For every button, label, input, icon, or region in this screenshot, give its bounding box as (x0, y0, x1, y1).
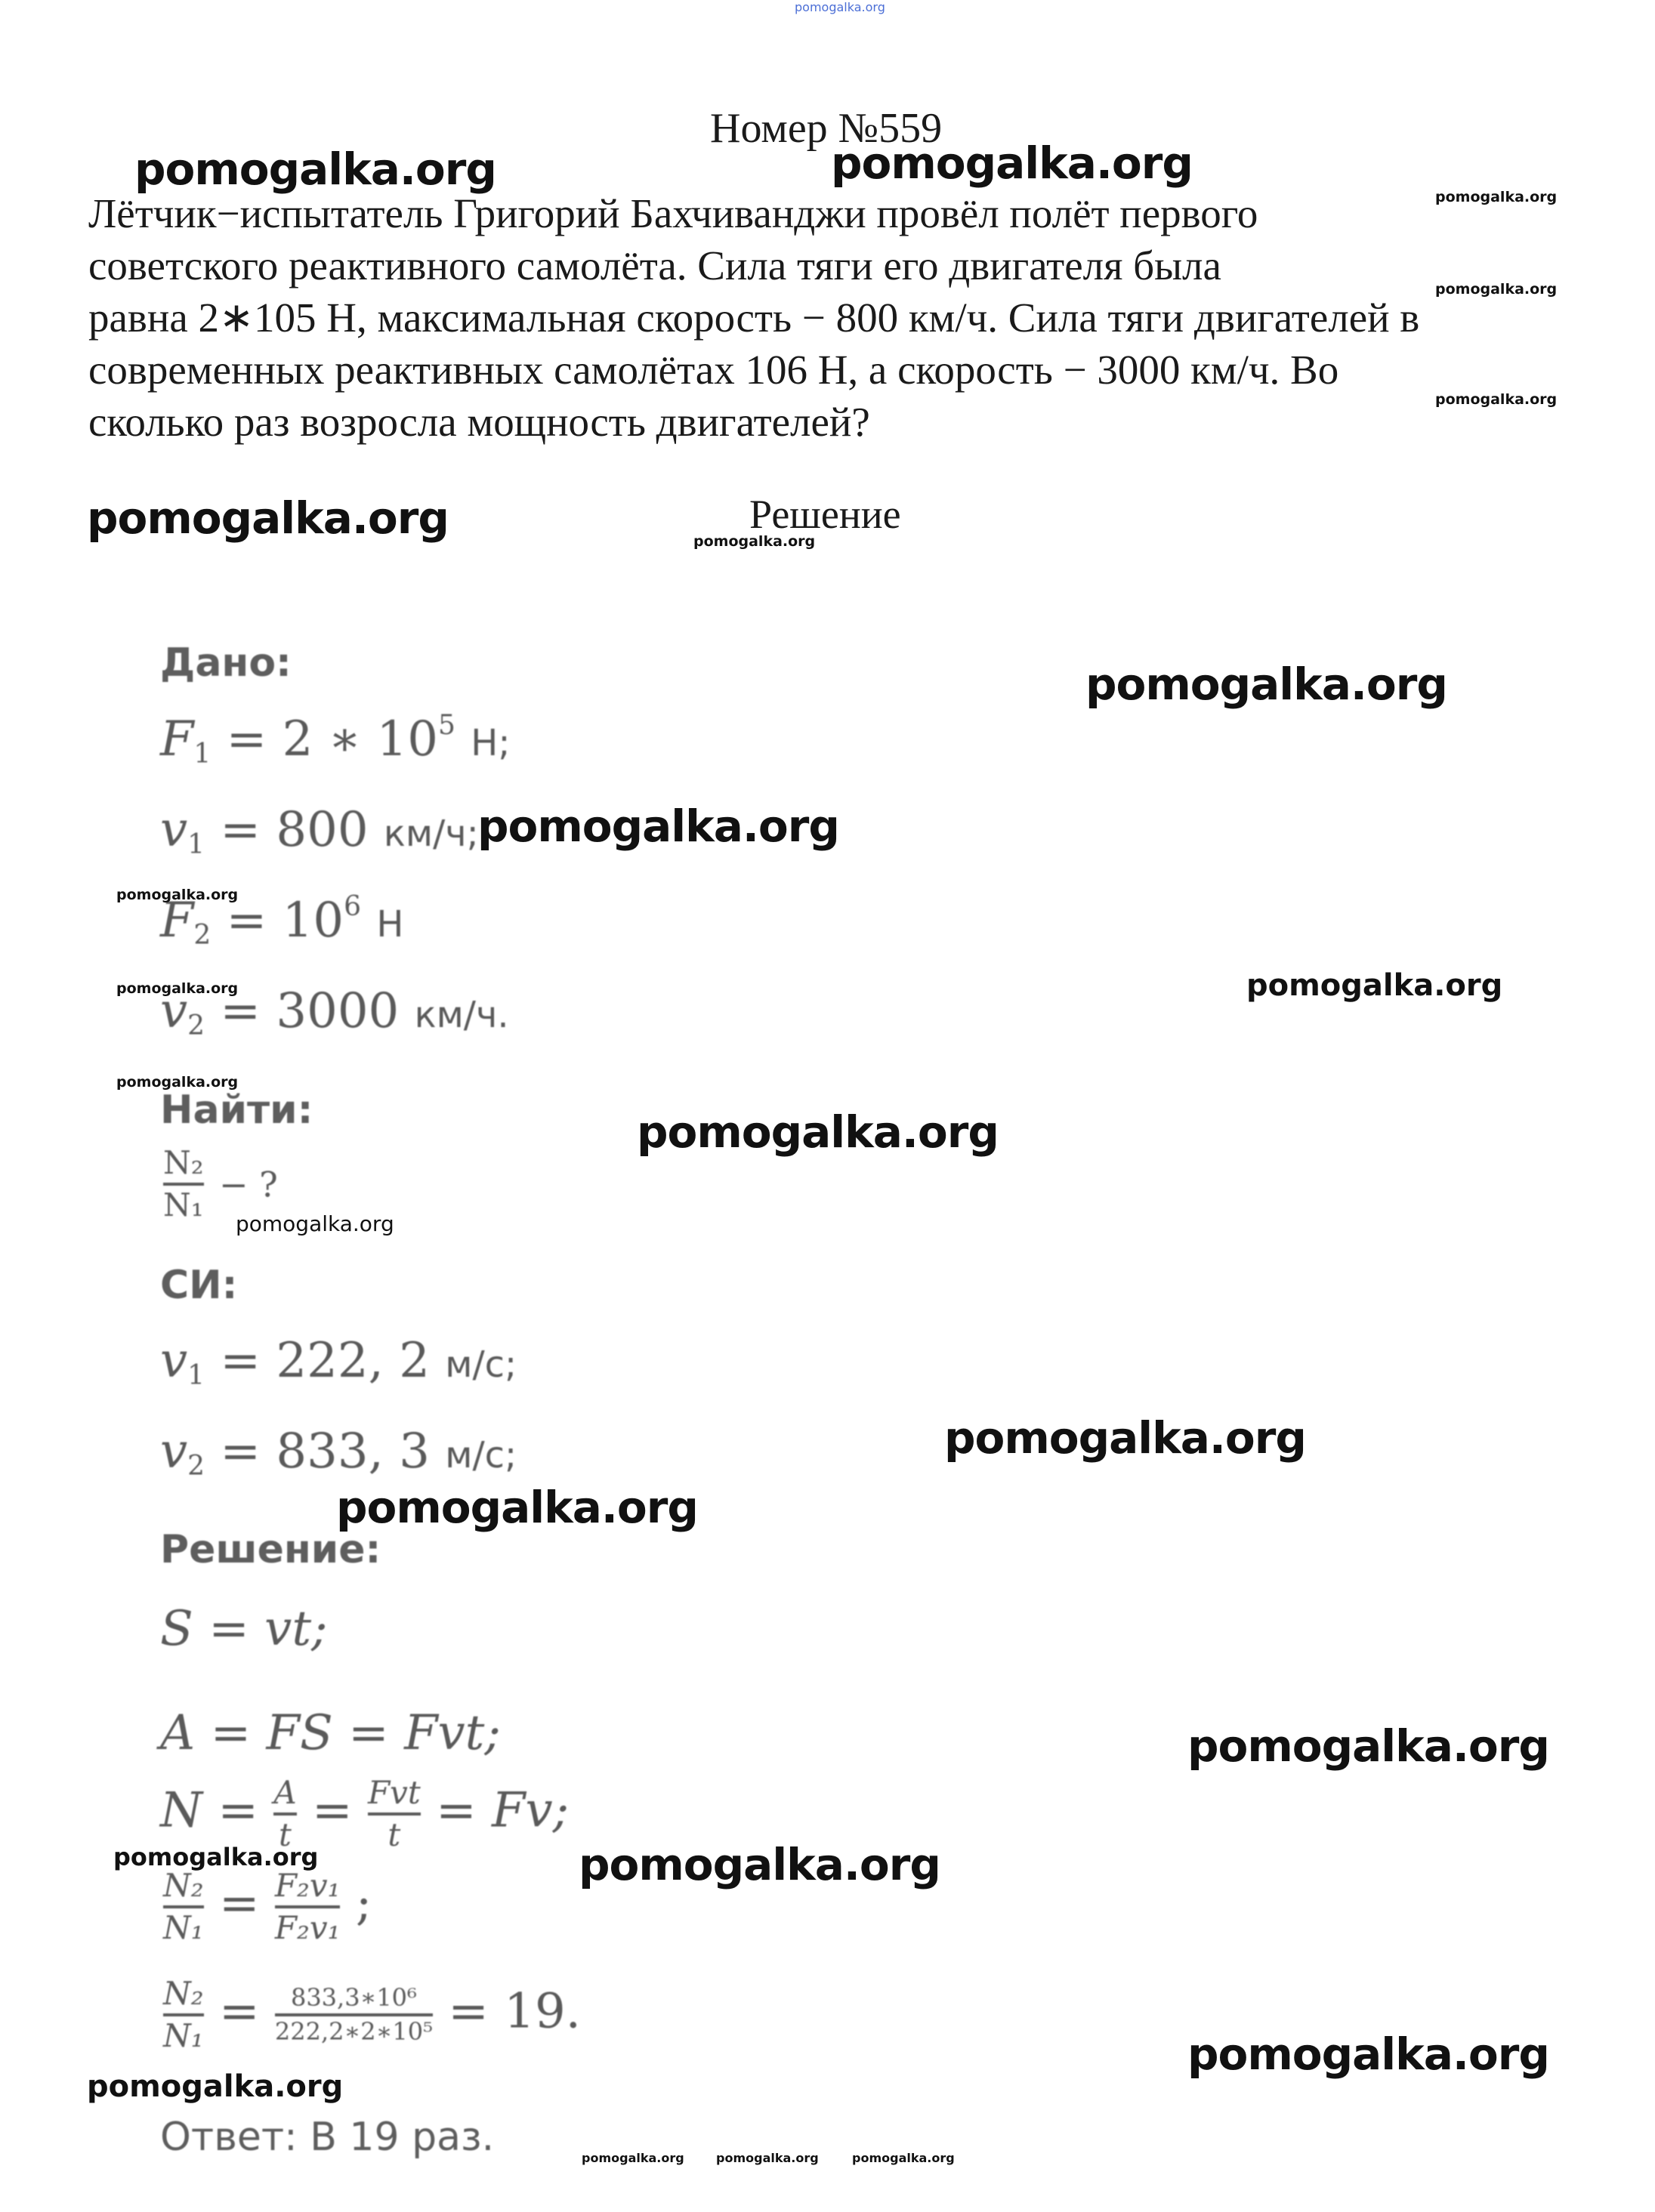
watermark: pomogalka.org (1246, 968, 1503, 1003)
watermark: pomogalka.org (1435, 391, 1558, 408)
watermark: pomogalka.org (1085, 659, 1447, 710)
value: = 222, 2 (220, 1333, 430, 1389)
denominator: 222,2∗2∗10⁵ (274, 2017, 433, 2047)
sub: 2 (187, 1451, 205, 1482)
value: = 10 (226, 893, 344, 949)
watermark: pomogalka.org (87, 492, 449, 544)
sub: 1 (187, 1360, 205, 1391)
watermark: pomogalka.org (944, 1412, 1306, 1464)
watermark: pomogalka.org (852, 2151, 955, 2165)
problem-line: Лётчик−испытатель Григорий Бахчиванджи провёл полёт первого (88, 190, 1258, 236)
formula: S = vt; (160, 1601, 328, 1657)
value: = 833, 3 (220, 1424, 430, 1479)
equals: = (218, 1983, 260, 2040)
numerator: Fvt (367, 1774, 421, 1811)
var: v (160, 1424, 188, 1479)
fraction-bar (368, 1812, 421, 1816)
problem-line: равна 2∗105 Н, максимальная скорость − 800 км/ч. Сила тяги двигателей в (88, 295, 1420, 341)
denominator: N₁ (163, 1186, 204, 1224)
eq-ratio (163, 1869, 372, 1945)
fraction-bar (163, 1905, 204, 1908)
numerator: N₂ (163, 1867, 204, 1904)
watermark: pomogalka.org (1187, 2028, 1549, 2080)
solution-label: Решение: (160, 1527, 381, 1572)
watermark: pomogalka.org (582, 2151, 684, 2165)
watermark: pomogalka.org (579, 1839, 940, 1890)
semicolon: ; (355, 1875, 372, 1932)
exp: 5 (437, 710, 455, 741)
equals: = (312, 1782, 353, 1839)
sub: 2 (193, 920, 212, 951)
watermark: pomogalka.org (116, 980, 239, 997)
unit: км/ч; (383, 813, 479, 855)
watermark: pomogalka.org (116, 1074, 239, 1091)
numerator: N₂ (163, 1975, 204, 2012)
watermark: pomogalka.org (1187, 1720, 1549, 1772)
problem-text (88, 187, 1419, 448)
fraction-bar (275, 1905, 341, 1908)
given-label: Дано: (160, 640, 292, 686)
fraction-a-t (273, 1776, 296, 1852)
fraction-bar (163, 2013, 204, 2016)
unit: м/с; (445, 1434, 517, 1476)
eq-calc (163, 1977, 581, 2053)
fraction-bar (163, 1183, 204, 1186)
page-title: Номер №559 (710, 105, 943, 152)
var: v (160, 983, 188, 1039)
denominator: t (388, 1816, 401, 1854)
watermark: pomogalka.org (637, 1106, 999, 1158)
denominator: N₁ (163, 2017, 204, 2055)
problem-line: современных реактивных самолётах 106 Н, а скорость − 3000 км/ч. Во (88, 347, 1339, 393)
eq-power (160, 1776, 569, 1852)
given-f1 (160, 710, 510, 770)
denominator: N₁ (163, 1909, 204, 1947)
watermark: pomogalka.org (113, 1843, 319, 1871)
find-label: Найти: (160, 1087, 313, 1133)
value: = 3000 (220, 983, 400, 1039)
eq-work (160, 1705, 501, 1761)
problem-line: сколько раз возросла мощность двигателей? (88, 399, 870, 445)
var: F (160, 893, 194, 949)
var: F (160, 711, 194, 767)
watermark: pomogalka.org (336, 1482, 698, 1533)
numerator: N₂ (163, 1144, 204, 1181)
problem-line: советского реактивного самолёта. Сила тяги его двигателя была (88, 242, 1221, 288)
denominator: t (279, 1816, 292, 1854)
top-watermark[interactable]: pomogalka.org (795, 0, 885, 14)
watermark: pomogalka.org (87, 2069, 344, 2104)
watermark: pomogalka.org (693, 533, 816, 550)
value: = 800 (220, 802, 369, 858)
numerator: F₂v₁ (274, 1867, 341, 1904)
unit: Н (376, 903, 404, 946)
watermark: pomogalka.org (236, 1211, 394, 1236)
watermark: pomogalka.org (716, 2151, 819, 2165)
watermark: pomogalka.org (116, 887, 239, 903)
fraction-bar (275, 2013, 433, 2016)
given-v1 (160, 802, 479, 860)
watermark: pomogalka.org (134, 143, 496, 195)
question: − ? (218, 1164, 278, 1205)
result: = Fv; (436, 1782, 570, 1839)
result: = 19. (448, 1983, 582, 2040)
numerator: 833,3∗10⁶ (290, 1982, 417, 2012)
unit: Н; (471, 722, 511, 764)
formula: A = FS = Fvt; (160, 1705, 501, 1761)
watermark: pomogalka.org (1435, 189, 1558, 205)
ratio-fraction (163, 1869, 204, 1945)
sub: 1 (193, 739, 212, 770)
ratio-fraction (163, 1977, 204, 2053)
value: = 2 ∗ 10 (226, 711, 438, 767)
denominator: F₂v₁ (274, 1909, 341, 1947)
fraction-bar (273, 1812, 296, 1816)
force-velocity-fraction (275, 1869, 341, 1945)
si-label: СИ: (160, 1263, 238, 1308)
answer: Ответ: В 19 раз. (160, 2115, 495, 2160)
watermark: pomogalka.org (831, 137, 1193, 189)
exp: 6 (344, 891, 361, 922)
var: v (160, 1333, 188, 1389)
eq-distance (160, 1601, 328, 1657)
numerator: A (273, 1774, 297, 1811)
unit: м/с; (445, 1344, 517, 1386)
lhs: N = (160, 1782, 258, 1839)
unit: км/ч. (414, 994, 509, 1036)
si-v2 (160, 1424, 517, 1482)
ratio-fraction (163, 1146, 204, 1222)
var: v (160, 802, 188, 858)
sub: 2 (187, 1010, 205, 1041)
watermark: pomogalka.org (1435, 281, 1558, 298)
si-v1 (160, 1333, 517, 1391)
calc-fraction (274, 1982, 433, 2047)
watermark: pomogalka.org (477, 801, 839, 852)
fraction-fvt-t (368, 1776, 421, 1852)
solution-heading: Решение (749, 492, 901, 537)
sub: 1 (187, 829, 205, 860)
equals: = (218, 1875, 260, 1932)
